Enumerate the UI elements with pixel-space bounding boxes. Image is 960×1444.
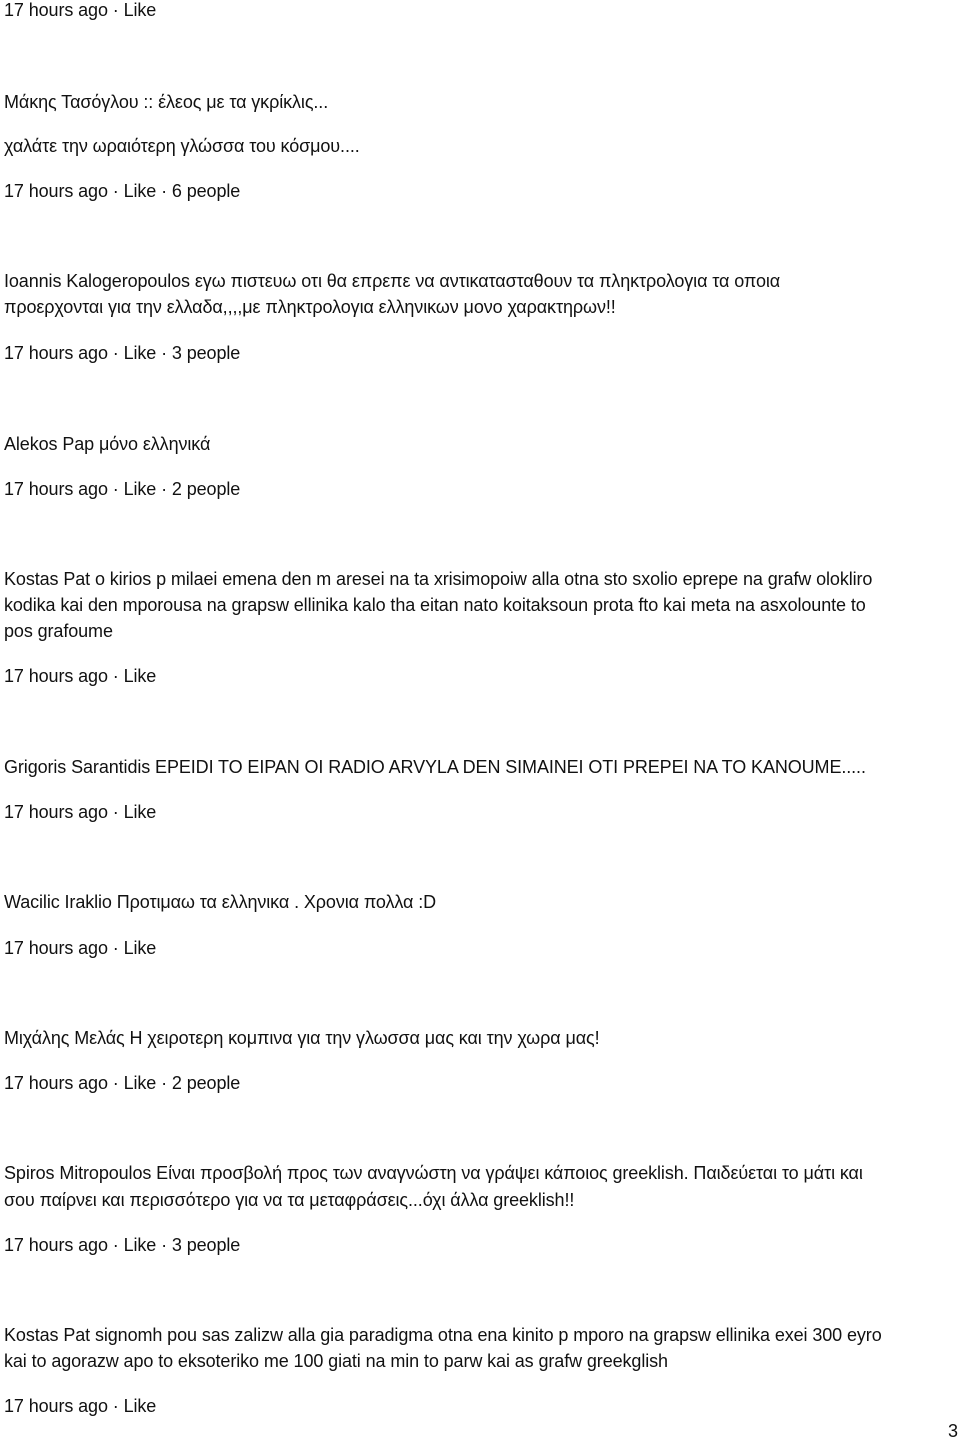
comment-text-line: Μάκης Τασόγλου :: έλεος με τα γκρίκλις... bbox=[4, 92, 329, 112]
comment-meta: 17 hours ago · Like · 2 people bbox=[4, 1073, 241, 1093]
comment-meta: 17 hours ago · Like bbox=[4, 802, 157, 822]
comment-meta: 17 hours ago · Like · 3 people bbox=[4, 1235, 241, 1255]
comment-text-line: χαλάτε την ωραιότερη γλώσσα του κόσμου.... bbox=[4, 136, 360, 156]
comment-meta: 17 hours ago · Like bbox=[4, 0, 157, 20]
comment-text-line: pos grafoume bbox=[4, 621, 113, 641]
comment-text-line: Ioannis Kalogeropoulos εγω πιστευω οτι θα επρεπε να αντικατασταθουν τα πληκτρολογια τα οποια bbox=[4, 271, 781, 291]
comment-text-line: Spiros Mitropoulos Είναι προσβολή προς των αναγνώστη να γράψει κάποιος greeklish. Παιδεύεται το μάτι και bbox=[4, 1163, 863, 1183]
comment-meta: 17 hours ago · Like bbox=[4, 666, 157, 686]
comment-text-line: Grigoris Sarantidis EPEIDI TO EIPAN OI RADIO ARVYLA DEN SIMAINEI OTI PREPEI NA TO KANOUME..... bbox=[4, 757, 866, 777]
comment-meta: 17 hours ago · Like · 2 people bbox=[4, 479, 241, 499]
comment-text-line: kodika kai den mporousa na grapsw ellinika kalo tha eitan nato koitaksoun prota fto kai meta na asxolounte to bbox=[4, 595, 866, 615]
comment-meta: 17 hours ago · Like · 6 people bbox=[4, 181, 241, 201]
comment-text-line: Kostas Pat o kirios p milaei emena den m aresei na ta xrisimopoiw alla otna sto sxolio eprepe na grafw olokliro bbox=[4, 569, 873, 589]
comment-meta: 17 hours ago · Like · 3 people bbox=[4, 343, 241, 363]
comment-text-line: προερχονται για την ελλαδα,,,,με πληκτρολογια ελληνικων μονο χαρακτηρων!! bbox=[4, 297, 616, 317]
comment-meta: 17 hours ago · Like bbox=[4, 1396, 157, 1416]
comment-text-line: Alekos Pap μόνο ελληνικά bbox=[4, 434, 211, 454]
comment-text-line: Kostas Pat signomh pou sas zalizw alla gia paradigma otna ena kinito p mporo na grapsw ellinika exei 300 eyro bbox=[4, 1325, 882, 1345]
comment-text-line: Wacilic Iraklio Προτιμαω τα ελληνικα . Χρονια πολλα :D bbox=[4, 892, 436, 912]
comment-text-line: σου παίρνει και περισσότερο για να τα μεταφράσεις...όχι άλλα greeklish!! bbox=[4, 1190, 575, 1210]
page-number: 3 bbox=[947, 1421, 958, 1441]
comment-meta: 17 hours ago · Like bbox=[4, 938, 157, 958]
comment-text-line: Μιχάλης Μελάς Η χειροτερη κομπινα για την γλωσσα μας και την χωρα μας! bbox=[4, 1028, 600, 1048]
comment-text-line: kai to agorazw apo to eksoteriko me 100 giati na min to parw kai as grafw greekglish bbox=[4, 1351, 668, 1371]
